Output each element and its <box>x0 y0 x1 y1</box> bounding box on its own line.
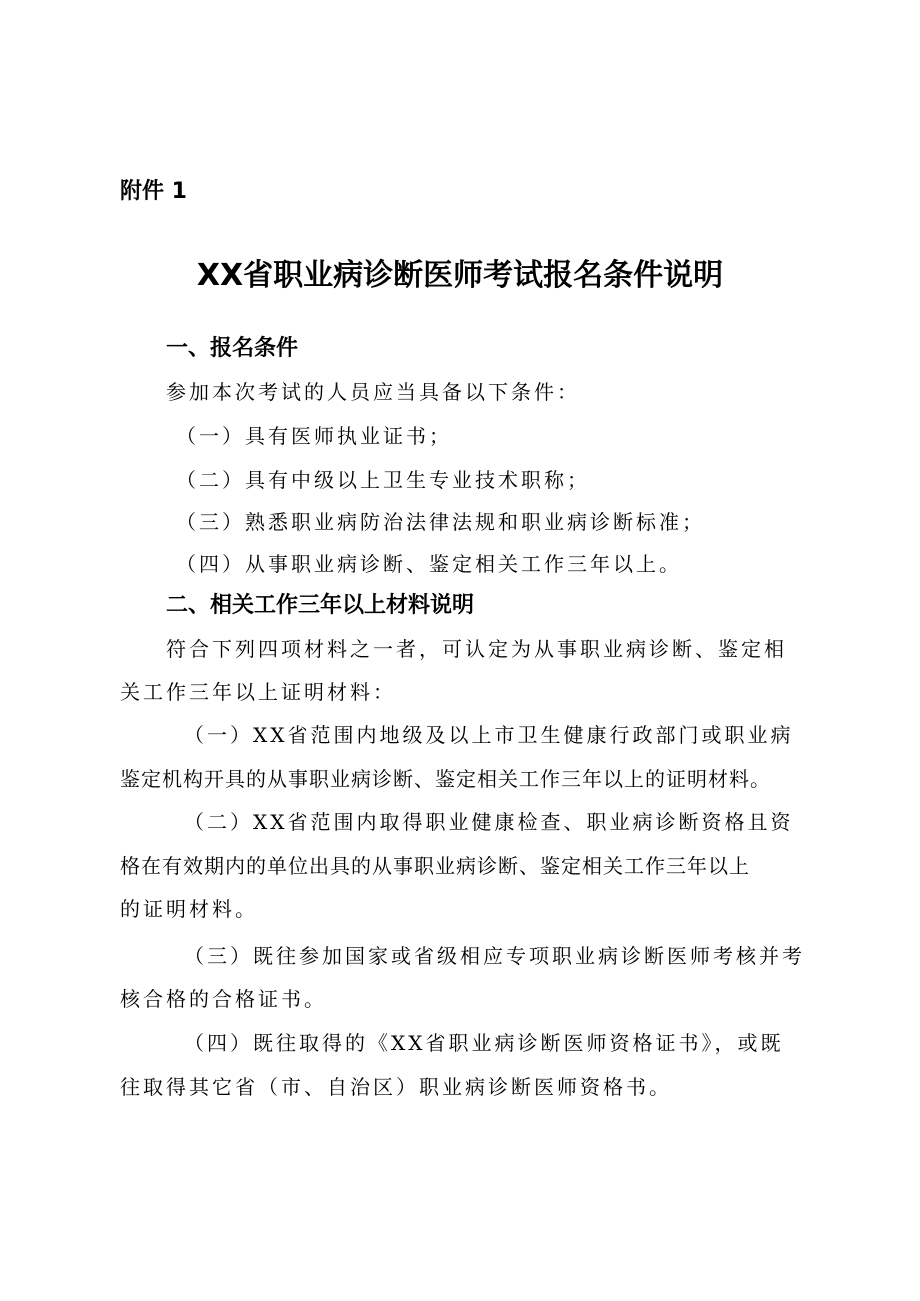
section2-item-1-line-1: （一）XX省范围内地级及以上市卫生健康行政部门或职业病 <box>184 723 794 747</box>
section1-intro: 参加本次考试的人员应当具备以下条件： <box>166 380 580 404</box>
section2-item-4-line-1: （四）既往取得的《XX省职业病诊断医师资格证书》，或既 <box>184 1031 784 1055</box>
section1-item-2: （二）具有中级以上卫生专业技术职称； <box>176 468 590 492</box>
section2-intro-line-2: 关工作三年以上证明材料： <box>120 680 396 704</box>
section1-item-1: （一）具有医师执业证书； <box>176 424 452 448</box>
section2-item-4-line-2: 往取得其它省（市、自治区）职业病诊断医师资格书。 <box>120 1075 672 1099</box>
section2-item-2-line-3: 的证明材料。 <box>120 897 258 921</box>
section1-item-4: （四）从事职业病诊断、鉴定相关工作三年以上。 <box>176 552 682 576</box>
section2-item-1-line-2: 鉴定机构开具的从事职业病诊断、鉴定相关工作三年以上的证明材料。 <box>120 767 771 791</box>
section2-item-3-line-2: 核合格的合格证书。 <box>120 987 327 1011</box>
section2-heading: 二、相关工作三年以上材料说明 <box>166 593 475 618</box>
document-title: XX省职业病诊断医师考试报名条件说明 <box>196 258 724 293</box>
section1-heading: 一、报名条件 <box>166 336 299 361</box>
section2-item-2-line-2: 格在有效期内的单位出具的从事职业病诊断、鉴定相关工作三年以上 <box>120 854 750 878</box>
section2-intro-line-1: 符合下列四项材料之一者，可认定为从事职业病诊断、鉴定相 <box>166 637 787 661</box>
section2-item-3-line-1: （三）既往参加国家或省级相应专项职业病诊断医师考核并考 <box>184 944 805 968</box>
attachment-label: 附件 1 <box>120 179 187 204</box>
section2-item-2-line-1: （二）XX省范围内取得职业健康检查、职业病诊断资格且资 <box>184 810 794 834</box>
section1-item-3: （三）熟悉职业病防治法律法规和职业病诊断标准； <box>176 510 705 534</box>
